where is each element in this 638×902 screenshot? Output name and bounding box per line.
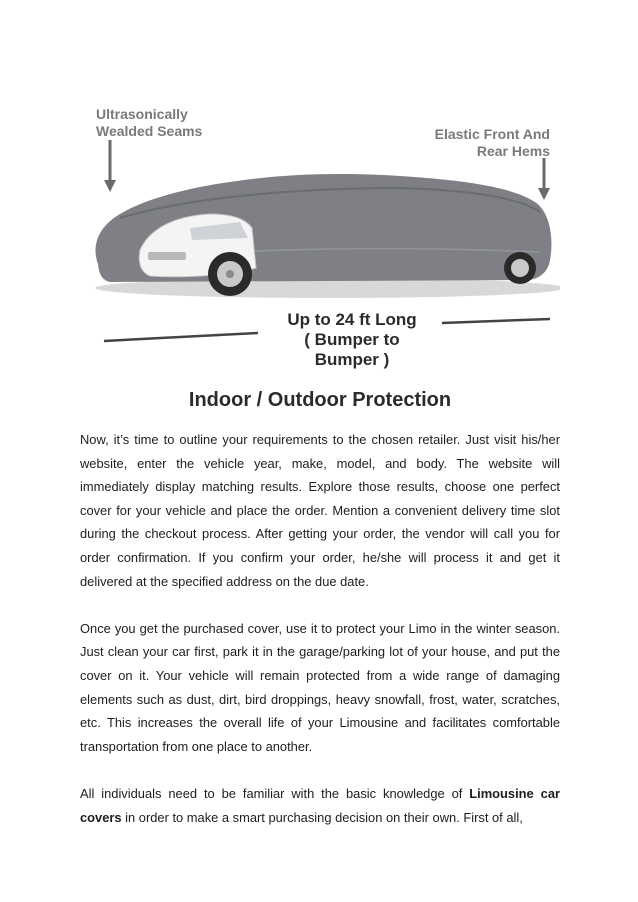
paragraph-3-end: in order to make a smart purchasing decision on their own. First of all, (121, 809, 523, 825)
paragraph-1: Now, it’s time to outline your requirements to the chosen retailer. Just visit his/her website, enter the vehicle year, make, model, and body. The website will immediately display matching results. Explore those results, choose one perfect cover for your vehicle and place the order. Mention a convenient delivery time slot during the checkout process. After getting your order, the vendor will call you for order confirmation. If you confirm your order, he/she will process it and get it delivered at the specified address on the due date. (80, 432, 560, 589)
right-down-arrow-icon (538, 158, 550, 200)
front-wheel-icon (208, 252, 252, 296)
hems-callout (435, 126, 550, 160)
limousine-car-covers-keyword: Limousine car covers (80, 785, 560, 825)
hems-callout-line2: Rear Hems (476, 143, 550, 159)
rear-wheel-icon (504, 252, 536, 284)
paragraph-2: Once you get the purchased cover, use it to protect your Limo in the winter season. Just clean your car first, park it in the garage/parking lot of your house, and put the cover on it. Your vehicle will remain protected from a wide range of damaging elements such as dust, dirt, bird droppings, heavy snowfall, frost, water, scratches, etc. This increases the overall life of your Limousine and facilitates comfortable transportation from one place to another. (80, 620, 560, 754)
paragraph-3 (80, 782, 560, 829)
left-down-arrow-icon (104, 140, 116, 192)
seams-callout (96, 106, 202, 140)
paragraph-3-start: All individuals need to be familiar with the basic knowledge of (80, 785, 470, 801)
seams-callout-line1: Ultrasonically (96, 106, 188, 122)
length-line2: ( Bumper to Bumper ) (304, 330, 400, 369)
figure-caption: Indoor / Outdoor Protection (188, 389, 452, 411)
hems-callout-line1: Elastic Front And (434, 126, 550, 142)
product-figure (80, 88, 560, 418)
seams-callout-line2: Wealded Seams (96, 123, 203, 139)
length-line1: Up to 24 ft Long (287, 310, 417, 329)
length-label (272, 310, 432, 370)
article-body (80, 428, 560, 853)
